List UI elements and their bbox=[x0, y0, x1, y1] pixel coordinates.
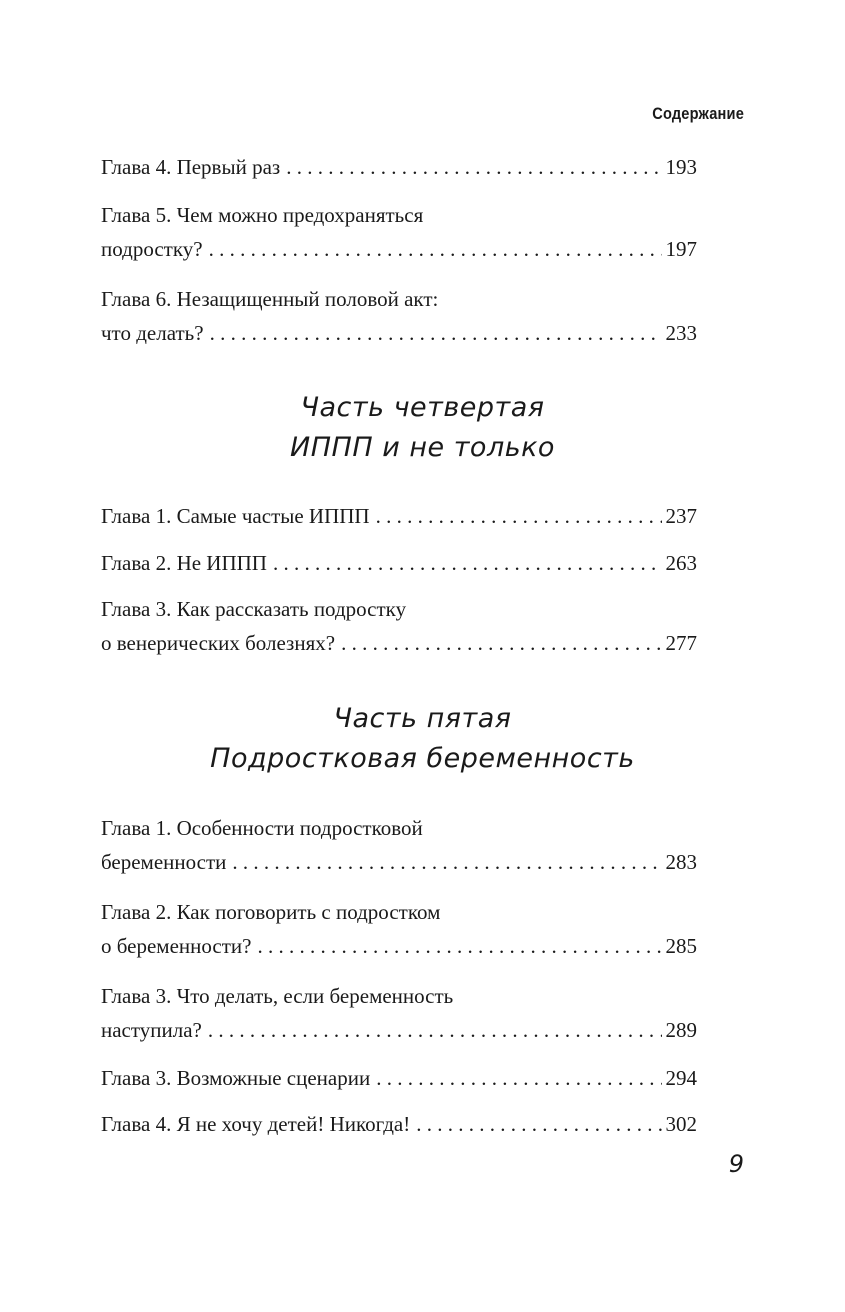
part-heading bbox=[0, 388, 845, 468]
toc-entry[interactable] bbox=[101, 811, 697, 879]
dot-leader bbox=[376, 499, 662, 533]
toc-group-3 bbox=[101, 811, 697, 1141]
toc-page-number: 285 bbox=[665, 934, 697, 958]
toc-entry[interactable] bbox=[101, 198, 697, 266]
toc-entry-title: Глава 1. Особенности подростковой bbox=[101, 816, 423, 840]
toc-entry[interactable] bbox=[101, 282, 697, 350]
toc-entry-title-cont: подростку? bbox=[101, 237, 203, 261]
toc-entry[interactable] bbox=[101, 592, 697, 660]
part-title: ИППП и не только bbox=[290, 432, 555, 463]
toc-page-number: 193 bbox=[665, 155, 697, 179]
toc-entry-title-cont: наступила? bbox=[101, 1018, 202, 1042]
dot-leader bbox=[416, 1107, 661, 1141]
dot-leader bbox=[257, 929, 661, 963]
toc-page-number: 197 bbox=[665, 237, 697, 261]
toc-group-2 bbox=[101, 499, 697, 660]
toc-entry-title-cont: о беременности? bbox=[101, 934, 252, 958]
toc-page-number: 237 bbox=[665, 504, 697, 528]
dot-leader bbox=[210, 316, 662, 350]
toc-entry-title: Глава 2. Как поговорить с подростком bbox=[101, 900, 441, 924]
page-number-folio: 9 bbox=[728, 1150, 744, 1178]
dot-leader bbox=[376, 1061, 661, 1095]
toc-entry[interactable] bbox=[101, 895, 697, 963]
toc-entry-title-cont: что делать? bbox=[101, 321, 204, 345]
dot-leader bbox=[341, 626, 661, 660]
dot-leader bbox=[209, 232, 662, 266]
toc-entry-title: Глава 3. Как рассказать подростку bbox=[101, 597, 407, 621]
toc-entry-title: Глава 5. Чем можно предохраняться bbox=[101, 203, 424, 227]
toc-entry-title: Глава 1. Самые частые ИППП bbox=[101, 504, 370, 528]
part-label: Часть пятая bbox=[333, 703, 512, 734]
toc-entry-title-cont: о венерических болезнях? bbox=[101, 631, 336, 655]
toc-entry-title-cont: беременности bbox=[101, 850, 227, 874]
toc-entry[interactable] bbox=[101, 150, 697, 184]
dot-leader bbox=[286, 150, 661, 184]
toc-page-number: 302 bbox=[665, 1112, 697, 1136]
toc-entry-title: Глава 4. Первый раз bbox=[101, 155, 281, 179]
part-title: Подростковая беременность bbox=[210, 743, 635, 774]
toc-group-1 bbox=[101, 150, 697, 350]
toc-entry[interactable] bbox=[101, 1061, 697, 1095]
dot-leader bbox=[232, 845, 661, 879]
toc-entry-title: Глава 6. Незащищенный половой акт: bbox=[101, 287, 439, 311]
part-label: Часть четвертая bbox=[300, 392, 545, 423]
toc-entry-title: Глава 2. Не ИППП bbox=[101, 551, 267, 575]
dot-leader bbox=[208, 1013, 662, 1047]
toc-page-number: 233 bbox=[665, 321, 697, 345]
toc-page-number: 277 bbox=[665, 631, 697, 655]
running-head: Содержание bbox=[652, 104, 744, 123]
toc-entry-title: Глава 4. Я не хочу детей! Никогда! bbox=[101, 1112, 411, 1136]
toc-entry[interactable] bbox=[101, 499, 697, 533]
toc-entry[interactable] bbox=[101, 1107, 697, 1141]
part-heading bbox=[0, 699, 845, 779]
dot-leader bbox=[273, 546, 662, 580]
toc-page-number: 263 bbox=[665, 551, 697, 575]
toc-page-number: 283 bbox=[665, 850, 697, 874]
toc-page-number: 294 bbox=[665, 1066, 697, 1090]
toc-entry[interactable] bbox=[101, 979, 697, 1047]
toc-entry-title: Глава 3. Что делать, если беременность bbox=[101, 984, 454, 1008]
toc-entry-title: Глава 3. Возможные сценарии bbox=[101, 1066, 371, 1090]
toc-entry[interactable] bbox=[101, 546, 697, 580]
toc-page-number: 289 bbox=[665, 1018, 697, 1042]
